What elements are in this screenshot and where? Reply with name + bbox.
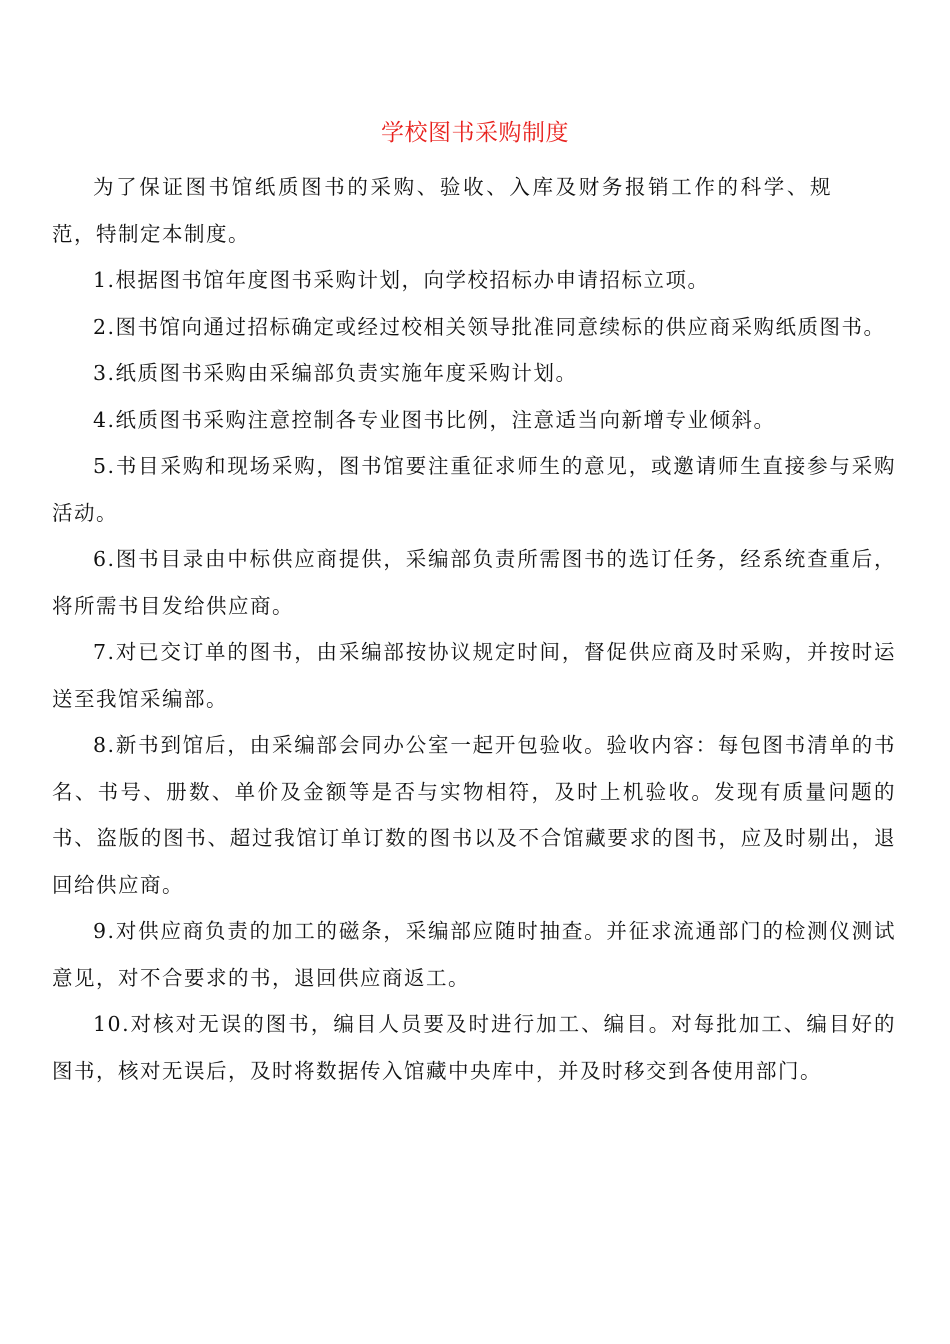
item-paragraph-1: 1.根据图书馆年度图书采购计划，向学校招标办申请招标立项。 bbox=[93, 268, 710, 292]
item-paragraph-6: 6.图书目录由中标供应商提供，采编部负责所需图书的选订任务，经系统查重后，将所需书目发给供应商。 bbox=[52, 547, 896, 618]
item-paragraph-10: 10.对核对无误的图书，编目人员要及时进行加工、编目。对每批加工、编目好的图书，核对无误后，及时将数据传入馆藏中央库中，并及时移交到各使用部门。 bbox=[52, 1012, 896, 1083]
document-body bbox=[52, 164, 896, 1094]
item-paragraph-5: 5.书目采购和现场采购，图书馆要注重征求师生的意见，或邀请师生直接参与采购活动。 bbox=[52, 454, 896, 525]
item-paragraph-4: 4.纸质图书采购注意控制各专业图书比例，注意适当向新增专业倾斜。 bbox=[93, 407, 776, 432]
item-paragraph-2: 2.图书馆向通过招标确定或经过校相关领导批准同意续标的供应商采购纸质图书。 bbox=[93, 314, 886, 339]
item-paragraph-3: 3.纸质图书采购由采编部负责实施年度采购计划。 bbox=[93, 361, 578, 385]
document-title: 学校图书采购制度 bbox=[381, 120, 569, 146]
item-paragraph-7: 7.对已交订单的图书，由采编部按协议规定时间，督促供应商及时采购，并按时运送至我馆采编部。 bbox=[52, 640, 896, 711]
item-paragraph-8: 8.新书到馆后，由采编部会同办公室一起开包验收。验收内容：每包图书清单的书名、书号、册数、单价及金额等是否与实物相符，及时上机验收。发现有质量问题的书、盗版的图书、超过我馆订单订数的图书以及不合馆藏要求的图书，应及时剔出，退回给供应商。 bbox=[52, 733, 896, 897]
item-paragraph-9: 9.对供应商负责的加工的磁条，采编部应随时抽查。并征求流通部门的检测仪测试意见，对不合要求的书，退回供应商返工。 bbox=[52, 919, 896, 990]
intro-paragraph: 为了保证图书馆纸质图书的采购、验收、入库及财务报销工作的科学、规范，特制定本制度。 bbox=[52, 175, 832, 246]
